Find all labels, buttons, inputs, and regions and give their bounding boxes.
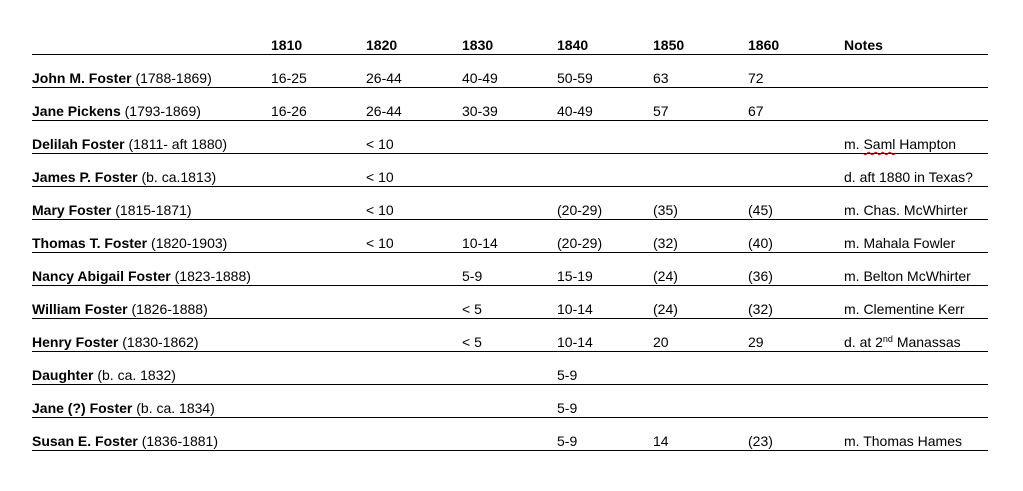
age-1860: 29	[748, 334, 764, 350]
person-name: Thomas T. Foster	[32, 235, 148, 251]
person-dates: (1788-1869)	[131, 70, 212, 86]
person-cell	[32, 202, 192, 218]
age-1860: 72	[748, 70, 764, 86]
notes-cell: m. Belton McWhirter	[844, 268, 971, 284]
person-dates: (1826-1888)	[127, 301, 208, 317]
table-row	[32, 100, 988, 121]
age-1850: (32)	[653, 235, 678, 251]
header-year-1820: 1820	[366, 37, 398, 53]
age-1840: 40-49	[557, 103, 593, 119]
ordinal-suffix: nd	[882, 334, 893, 344]
age-1850: 63	[653, 70, 669, 86]
person-dates: (b. ca.1813)	[137, 169, 217, 185]
person-name: Jane Pickens	[32, 103, 121, 119]
person-name: Daughter	[32, 367, 94, 383]
notes-prefix: d. at 2	[844, 334, 883, 350]
person-dates: (1823-1888)	[170, 268, 251, 284]
age-1850: (35)	[653, 202, 678, 218]
notes-cell: d. aft 1880 in Texas?	[844, 169, 973, 185]
header-year-1810: 1810	[271, 37, 303, 53]
person-name: William Foster	[32, 301, 128, 317]
table-row	[32, 166, 988, 187]
person-name: Susan E. Foster	[32, 433, 138, 449]
person-cell	[32, 334, 199, 350]
table-row	[32, 397, 988, 418]
person-dates: (1820-1903)	[147, 235, 228, 251]
header-year-1840: 1840	[557, 37, 589, 53]
age-1820: < 10	[366, 136, 394, 152]
age-1840: 10-14	[557, 301, 593, 317]
age-1860: (32)	[748, 301, 773, 317]
age-1810: 16-25	[271, 70, 307, 86]
age-1850: (24)	[653, 301, 678, 317]
notes-cell: m. Chas. McWhirter	[844, 202, 968, 218]
person-name: Henry Foster	[32, 334, 119, 350]
header-row	[32, 34, 988, 55]
person-dates: (b. ca. 1832)	[93, 367, 176, 383]
table-row	[32, 265, 988, 286]
table-row	[32, 298, 988, 319]
notes-suffix: Hampton	[895, 136, 957, 152]
notes-prefix: m.	[844, 136, 864, 152]
age-1850: 14	[653, 433, 669, 449]
header-year-1860: 1860	[748, 37, 780, 53]
age-1860: (36)	[748, 268, 773, 284]
age-1840: 15-19	[557, 268, 593, 284]
person-cell	[32, 169, 216, 185]
age-1860: 67	[748, 103, 764, 119]
notes-cell: m. Clementine Kerr	[844, 301, 965, 317]
person-name: James P. Foster	[32, 169, 138, 185]
notes-cell: m. Thomas Hames	[844, 433, 962, 449]
header-year-1830: 1830	[462, 37, 494, 53]
age-1830: < 5	[462, 301, 482, 317]
age-1830: < 5	[462, 334, 482, 350]
age-1810: 16-26	[271, 103, 307, 119]
age-1840: 5-9	[557, 433, 578, 449]
age-1860: (23)	[748, 433, 773, 449]
age-1840: 5-9	[557, 367, 578, 383]
table-row	[32, 199, 988, 220]
header-year-1850: 1850	[653, 37, 685, 53]
person-cell	[32, 268, 251, 284]
notes-cell: m. Mahala Fowler	[844, 235, 956, 251]
person-name: Delilah Foster	[32, 136, 125, 152]
table-row	[32, 133, 988, 154]
age-1820: 26-44	[366, 70, 402, 86]
age-1820: 26-44	[366, 103, 402, 119]
person-dates: (1830-1862)	[118, 334, 199, 350]
person-name: Nancy Abigail Foster	[32, 268, 171, 284]
spellcheck-flagged-word: Saml	[863, 136, 896, 152]
person-cell	[32, 103, 201, 119]
table-row	[32, 430, 988, 451]
table-row	[32, 331, 988, 352]
person-name: John M. Foster	[32, 70, 132, 86]
person-cell	[32, 136, 227, 152]
age-1830: 40-49	[462, 70, 498, 86]
age-1840: (20-29)	[557, 202, 603, 218]
age-1830: 10-14	[462, 235, 498, 251]
person-cell	[32, 367, 176, 383]
age-1850: (24)	[653, 268, 678, 284]
age-1840: 50-59	[557, 70, 593, 86]
person-dates: (1793-1869)	[120, 103, 201, 119]
age-1860: (45)	[748, 202, 773, 218]
age-1830: 5-9	[462, 268, 483, 284]
age-1840: 10-14	[557, 334, 593, 350]
age-1830: 30-39	[462, 103, 498, 119]
person-name: Jane (?) Foster	[32, 400, 133, 416]
age-1840: (20-29)	[557, 235, 603, 251]
age-1860: (40)	[748, 235, 773, 251]
age-1820: < 10	[366, 202, 394, 218]
notes-suffix: Manassas	[892, 334, 961, 350]
person-dates: (b. ca. 1834)	[132, 400, 215, 416]
notes-cell	[844, 136, 956, 152]
table-row	[32, 364, 988, 385]
person-cell	[32, 433, 218, 449]
person-name: Mary Foster	[32, 202, 112, 218]
person-dates: (1815-1871)	[111, 202, 192, 218]
table-row	[32, 232, 988, 253]
person-cell	[32, 70, 212, 86]
age-1850: 57	[653, 103, 669, 119]
table-row	[32, 67, 988, 88]
person-dates: (1811- aft 1880)	[124, 136, 228, 152]
age-1850: 20	[653, 334, 669, 350]
notes-cell	[844, 334, 961, 350]
person-cell	[32, 400, 215, 416]
header-notes: Notes	[844, 37, 883, 53]
person-cell	[32, 235, 227, 251]
age-1820: < 10	[366, 235, 394, 251]
age-1820: < 10	[366, 169, 394, 185]
person-cell	[32, 301, 208, 317]
age-1840: 5-9	[557, 400, 578, 416]
person-dates: (1836-1881)	[137, 433, 218, 449]
